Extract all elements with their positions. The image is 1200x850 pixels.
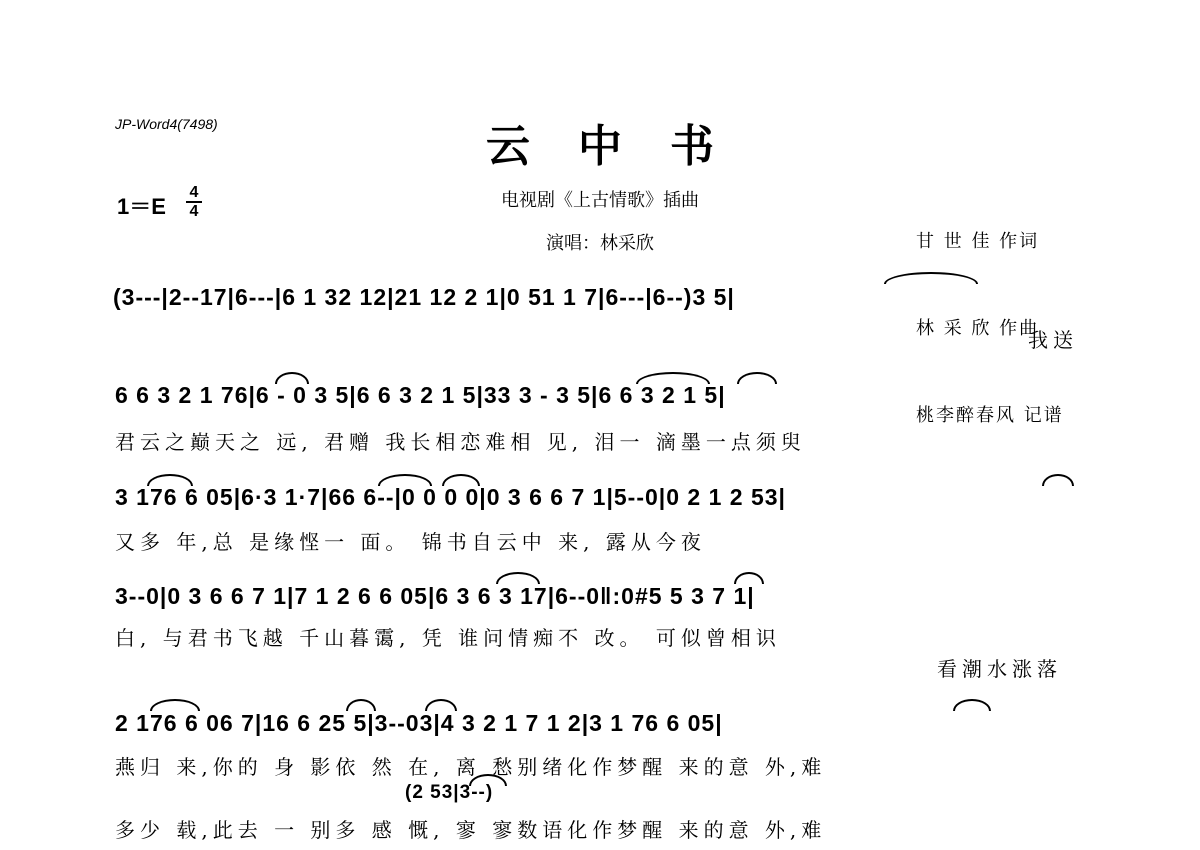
slur-mark bbox=[147, 474, 193, 486]
lyric-line-4-verse-2: 看潮水涨落 bbox=[937, 657, 1062, 681]
notation-line-2: 6 6 3 2 1 76|6 - 0 3 5|6 6 3 2 1 5|33 3 - 3 5|6 6 3 2 1 5| bbox=[115, 382, 726, 408]
notation-line-3: 3 176 6 05|6·3 1·7|66 6--|0 0 0 0|0 3 6 6 7 1|5--0|0 2 1 2 53| bbox=[115, 484, 786, 510]
slur-mark bbox=[737, 372, 777, 384]
interlude-notation: (2 53|3--) bbox=[405, 782, 494, 803]
singer-credit: 演唱：林采欣 bbox=[546, 233, 654, 254]
notation-line-5: 2 176 6 06 7|16 6 25 5|3--03|4 3 2 1 7 1 2|3 1 76 6 05| bbox=[115, 710, 723, 736]
lyric-line-1: 我送 bbox=[1028, 328, 1078, 352]
song-subtitle: 电视剧《上古情歌》插曲 bbox=[501, 190, 699, 211]
song-title: 云中书 bbox=[486, 121, 762, 172]
time-signature-top: 4 bbox=[189, 184, 199, 201]
slur-mark bbox=[346, 699, 376, 711]
lyric-line-2: 君云之巅天之 远, 君赠 我长相恋难相 见, 泪一 滴墨一点须臾 bbox=[115, 430, 806, 454]
slur-mark bbox=[734, 572, 764, 584]
time-signature bbox=[185, 184, 203, 220]
time-signature-bottom: 4 bbox=[189, 203, 199, 220]
lyric-line-5: 燕归 来,你的 身 影依 然 在, 离 愁别绪化作梦醒 来的意 外,难 bbox=[115, 755, 827, 779]
slur-mark bbox=[953, 699, 991, 711]
software-label: JP-Word4(7498) bbox=[115, 116, 218, 132]
lyricist-credit: 甘 世 佳 作词 bbox=[916, 231, 1040, 252]
slur-mark bbox=[442, 474, 480, 486]
slur-mark bbox=[378, 474, 432, 486]
slur-mark bbox=[425, 699, 457, 711]
slur-mark bbox=[275, 372, 309, 384]
slur-mark bbox=[636, 372, 710, 384]
slur-mark bbox=[1042, 474, 1074, 486]
notation-line-4: 3--0|0 3 6 6 7 1|7 1 2 6 6 05|6 3 6 3 17|6--0‖:0#5 5 3 7 1| bbox=[115, 583, 755, 609]
slur-mark bbox=[150, 699, 200, 711]
slur-mark bbox=[496, 572, 540, 584]
notation-line-1: (3---|2--17|6---|6 1 32 12|21 12 2 1|0 51 1 7|6---|6--)3 5| bbox=[113, 284, 735, 310]
composer-credit: 林 采 欣 作曲 bbox=[916, 318, 1040, 339]
key-signature: 1＝E bbox=[117, 194, 166, 219]
lyric-line-3: 又多 年,总 是缘悭一 面。 锦书自云中 来, 露从今夜 bbox=[115, 530, 706, 554]
transcriber-credit: 桃李醉春风 记谱 bbox=[916, 405, 1064, 426]
lyric-line-5-verse-2: 多少 载,此去 一 别多 感 慨, 寥 寥数语化作梦醒 来的意 外,难 bbox=[115, 818, 827, 842]
lyric-line-4: 白, 与君书飞越 千山暮霭, 凭 谁问情痴不 改。 可似曾相识 bbox=[115, 626, 781, 650]
